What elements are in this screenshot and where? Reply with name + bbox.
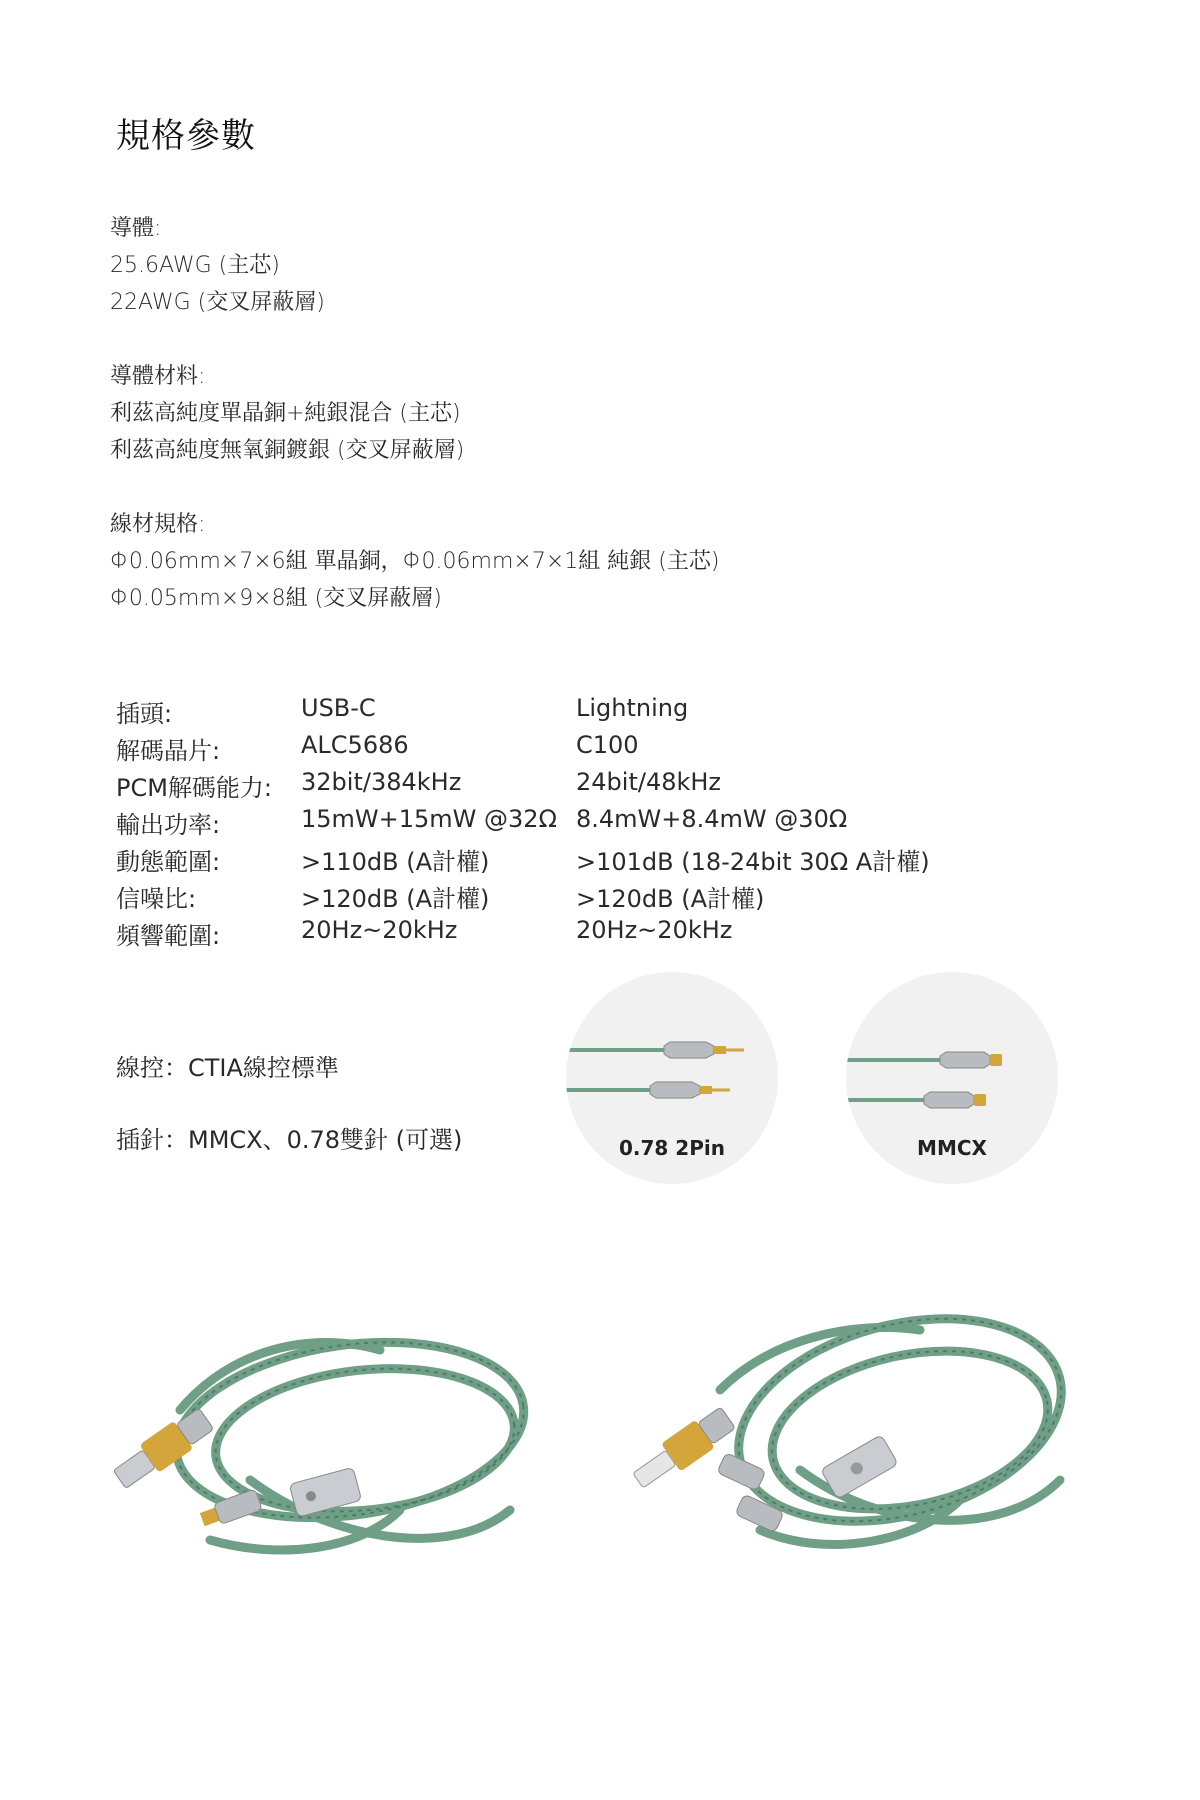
spec-table-usbc-value: 32bit/384kHz: [301, 768, 462, 796]
spec-table-label: 解碼晶片:: [116, 737, 221, 765]
spec-table-label: 輸出功率:: [116, 811, 221, 839]
spec-table-lightning-value: 8.4mW+8.4mW @30Ω: [576, 805, 848, 833]
spec-line: 25.6AWG (主芯): [110, 253, 280, 278]
spec-table-lightning-value: 24bit/48kHz: [576, 768, 722, 796]
spec-table-label: 動態範圍:: [116, 848, 221, 876]
spec-line: 利茲高純度單晶銅+純銀混合 (主芯): [110, 401, 461, 426]
spec-label: 導體:: [110, 216, 162, 241]
spec-table-usbc-value: >110dB (A計權): [301, 848, 490, 876]
spec-table-lightning-value: 20Hz~20kHz: [576, 916, 733, 944]
spec-line: 利茲高純度無氧銅鍍銀 (交叉屏蔽層): [110, 438, 465, 463]
spec-table-usbc-value: USB-C: [301, 694, 376, 722]
spec-table-usbc-value: 20Hz~20kHz: [301, 916, 458, 944]
pin-options-text: 插針：MMCX、0.78雙針 (可選): [116, 1126, 463, 1154]
page-title: 規格參數: [116, 116, 256, 156]
spec-table-usbc-value: 15mW+15mW @32Ω: [301, 805, 557, 833]
spec-table-label: PCM解碼能力:: [116, 774, 273, 802]
spec-table-usbc-value: ALC5686: [301, 731, 409, 759]
lightning-cable-photo: [600, 1310, 1120, 1690]
connector-2pin-label: 0.78 2Pin: [619, 1136, 725, 1160]
spec-block-wire: [110, 506, 719, 617]
spec-block-material: [110, 358, 464, 469]
spec-line: Φ0.06mm×7×6組 單晶銅，Φ0.06mm×7×1組 純銀 (主芯): [110, 549, 720, 574]
line-control-text: 線控：CTIA線控標準: [116, 1054, 339, 1082]
spec-table-lightning-value: C100: [576, 731, 639, 759]
connector-2pin-image: [566, 972, 778, 1184]
spec-table-label: 信噪比:: [116, 885, 197, 913]
spec-block-conductor: [110, 210, 325, 321]
spec-table-usbc-value: >120dB (A計權): [301, 885, 490, 913]
spec-table-label: 頻響範圍:: [116, 922, 221, 950]
usbc-cable-photo: [80, 1310, 580, 1690]
spec-table-label: 插頭:: [116, 700, 173, 728]
spec-label: 線材規格:: [110, 512, 206, 537]
spec-table-lightning-value: Lightning: [576, 694, 689, 722]
spec-line: 22AWG (交叉屏蔽層): [110, 290, 325, 315]
spec-line: Φ0.05mm×9×8組 (交叉屏蔽層): [110, 586, 442, 611]
connector-mmcx-label: MMCX: [917, 1136, 987, 1160]
spec-table-lightning-value: >101dB (18-24bit 30Ω A計權): [576, 848, 930, 876]
spec-table-lightning-value: >120dB (A計權): [576, 885, 765, 913]
connector-mmcx-image: [846, 972, 1058, 1184]
spec-label: 導體材料:: [110, 364, 206, 389]
